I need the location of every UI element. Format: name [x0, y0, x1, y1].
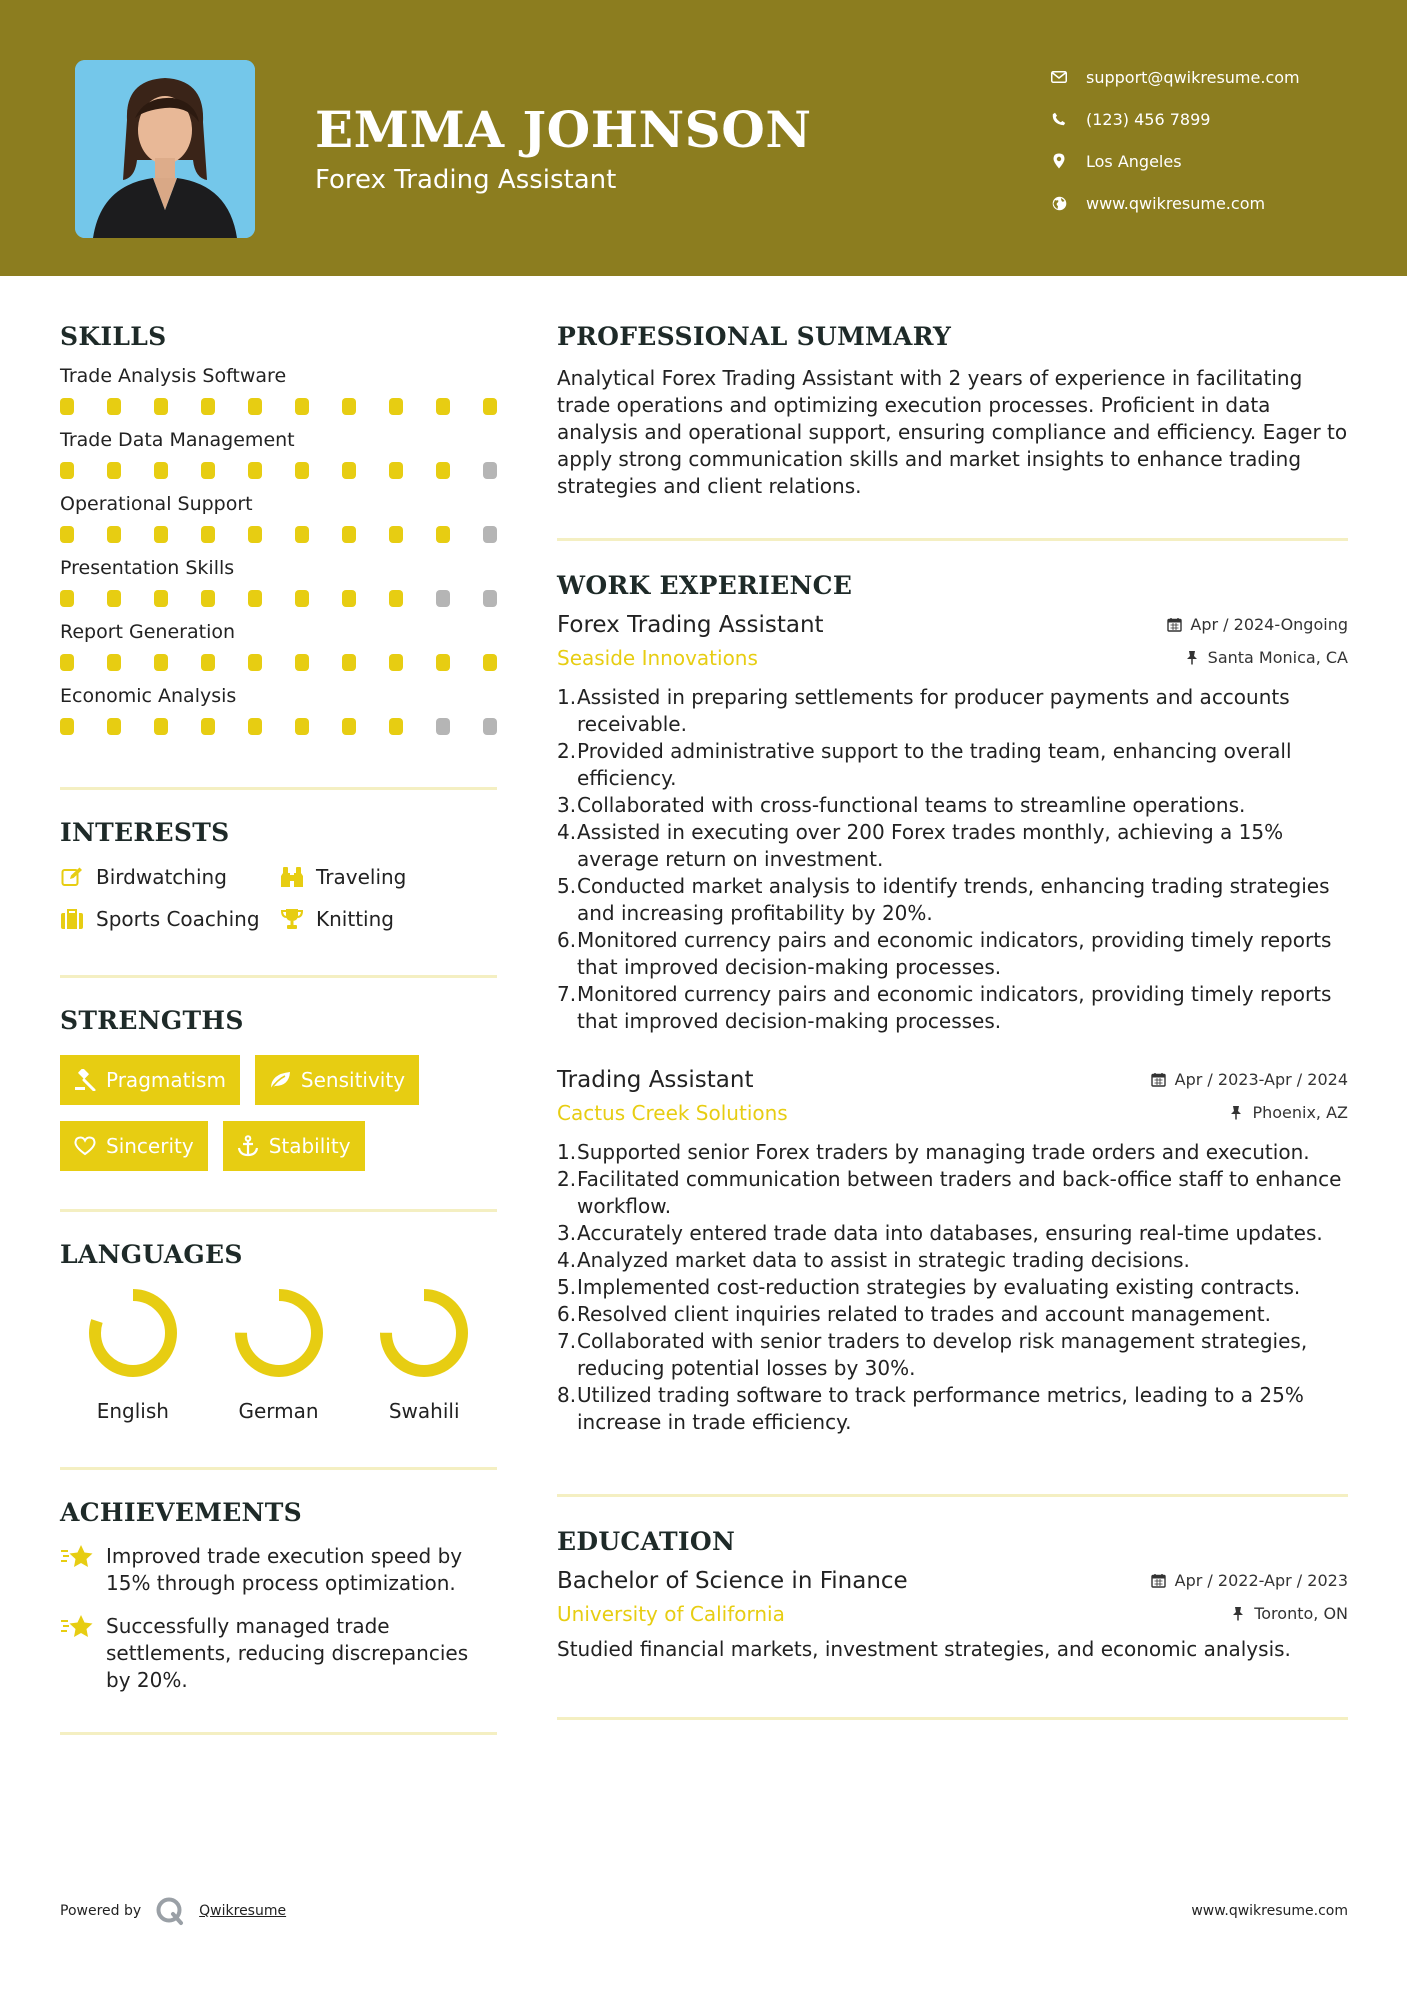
job-bullet — [557, 1328, 1348, 1382]
skill-dot — [389, 590, 403, 607]
job-bullet — [557, 819, 1348, 873]
job-location-text: Phoenix, AZ — [1252, 1103, 1348, 1122]
skill-dot — [107, 398, 121, 415]
profile-photo — [75, 60, 255, 238]
job-subhead — [557, 1101, 1348, 1125]
achievements-section — [60, 1498, 497, 1735]
skill-dot — [154, 398, 168, 415]
person-portrait-icon — [75, 60, 255, 238]
strength-label: Sincerity — [106, 1134, 194, 1158]
skill-dot — [248, 398, 262, 415]
left-column — [60, 322, 497, 1735]
skill-dot — [60, 590, 74, 607]
job-location — [1184, 648, 1348, 667]
trophy-icon — [280, 907, 304, 931]
achievement-item — [60, 1613, 497, 1694]
job-role: Trading Assistant — [557, 1067, 754, 1093]
interest-label: Birdwatching — [96, 865, 227, 889]
interest-item — [60, 865, 280, 889]
education-description: Studied financial markets, investment strategies, and economic analysis. — [557, 1637, 1291, 1661]
skill-dot — [154, 590, 168, 607]
job-entry — [557, 612, 1348, 1035]
bullet-number: 8. — [557, 1383, 577, 1407]
strengths-title: STRENGTHS — [60, 1006, 244, 1035]
languages-section — [60, 1240, 497, 1470]
skill-dot — [342, 718, 356, 735]
contact-email[interactable] — [1050, 56, 1300, 98]
language-label: Swahili — [388, 1399, 460, 1423]
skill-name: Presentation Skills — [60, 557, 235, 579]
calendar-icon — [1151, 1573, 1167, 1589]
interest-label: Sports Coaching — [96, 907, 260, 931]
skill-name: Report Generation — [60, 621, 236, 643]
skill-dot — [248, 718, 262, 735]
qwikresume-logo-icon — [155, 1896, 185, 1926]
bullet-text: Provided administrative support to the trading team, enhancing overall efficiency. — [577, 739, 1292, 790]
bullet-text: Facilitated communication between traders and back-office staff to enhance workflow. — [577, 1167, 1342, 1218]
skills-list — [60, 365, 497, 735]
job-bullets — [557, 1139, 1348, 1436]
skill-dot — [201, 462, 215, 479]
gavel-icon — [74, 1069, 96, 1091]
bullet-text: Resolved client inquiries related to trades and account management. — [577, 1302, 1272, 1326]
bullet-text: Collaborated with senior traders to develop risk management strategies, reducing potential losses by 30%. — [577, 1329, 1308, 1380]
bullet-text: Implemented cost-reduction strategies by evaluating existing contracts. — [577, 1275, 1301, 1299]
job-bullet — [557, 1220, 1348, 1247]
skill-dot — [483, 526, 497, 543]
bullet-text: Conducted market analysis to identify trends, enhancing trading strategies and increasing profitability by 20%. — [577, 874, 1330, 925]
school-name: University of California — [557, 1602, 785, 1626]
skill-dot — [295, 462, 309, 479]
binoculars-icon — [280, 865, 304, 889]
phone-icon — [1050, 110, 1068, 128]
interests-list — [60, 865, 497, 931]
skill-dot — [342, 398, 356, 415]
skill-dot — [201, 526, 215, 543]
map-pin-icon — [1050, 152, 1068, 170]
skill-dot — [60, 462, 74, 479]
skill-name: Operational Support — [60, 493, 253, 515]
skill-rating — [60, 654, 497, 671]
skill-dot — [201, 590, 215, 607]
job-entry — [557, 1067, 1348, 1436]
interests-section — [60, 818, 497, 978]
job-bullets — [557, 684, 1348, 1035]
skill-dot — [295, 526, 309, 543]
job-head — [557, 612, 1348, 638]
page-footer — [60, 1896, 1348, 1926]
section-divider — [557, 1717, 1348, 1720]
skill-dot — [483, 590, 497, 607]
language-gauge-arc — [386, 1295, 462, 1371]
job-bullet — [557, 873, 1348, 927]
contact-website[interactable] — [1050, 182, 1300, 224]
education-dates — [1151, 1571, 1348, 1590]
skill-name: Economic Analysis — [60, 685, 237, 707]
bullet-number: 3. — [557, 793, 577, 817]
bullet-number: 1. — [557, 685, 577, 709]
section-divider — [60, 975, 497, 978]
bullet-text: Monitored currency pairs and economic indicators, providing timely reports that improved decision-making processes. — [577, 928, 1332, 979]
education-title: EDUCATION — [557, 1527, 736, 1556]
anchor-icon — [237, 1135, 259, 1157]
leaf-icon — [269, 1069, 291, 1091]
calendar-icon — [1151, 1072, 1167, 1088]
strength-tag — [60, 1121, 208, 1171]
bullet-number: 7. — [557, 982, 577, 1006]
skill-dot — [389, 654, 403, 671]
job-dates-text: Apr / 2024-Ongoing — [1190, 615, 1348, 634]
skill-dot — [154, 526, 168, 543]
skill-dot — [436, 654, 450, 671]
contact-phone[interactable] — [1050, 98, 1300, 140]
bullet-text: Supported senior Forex traders by managing trade orders and execution. — [577, 1140, 1310, 1164]
bullet-number: 4. — [557, 820, 577, 844]
language-item — [351, 1285, 497, 1423]
powered-by — [60, 1896, 286, 1926]
powered-by-label: Powered by — [60, 1903, 142, 1919]
strength-tag — [255, 1055, 419, 1105]
skill-dot — [295, 718, 309, 735]
bullet-number: 6. — [557, 1302, 577, 1326]
skill-rating — [60, 526, 497, 543]
strength-label: Sensitivity — [300, 1068, 406, 1092]
education-head — [557, 1568, 1348, 1594]
contact-email-text: support@qwikresume.com — [1086, 67, 1300, 87]
language-gauge-arc — [95, 1295, 171, 1371]
interest-item — [60, 907, 280, 931]
contact-location-text: Los Angeles — [1086, 151, 1182, 171]
summary-section — [557, 322, 1348, 541]
pencil-icon — [60, 865, 84, 889]
bullet-text: Assisted in preparing settlements for producer payments and accounts receivable. — [577, 685, 1290, 736]
strength-tag — [60, 1055, 240, 1105]
skill-dot — [107, 462, 121, 479]
language-label: English — [96, 1399, 169, 1423]
job-list — [557, 612, 1348, 1436]
skills-section — [60, 322, 497, 790]
experience-title: WORK EXPERIENCE — [557, 571, 853, 600]
interest-label: Knitting — [316, 907, 394, 931]
languages-list — [60, 1285, 497, 1423]
skill-dot — [436, 462, 450, 479]
interest-label: Traveling — [316, 865, 407, 889]
language-gauge — [376, 1285, 472, 1381]
experience-section — [557, 571, 1348, 1497]
interest-item — [280, 865, 480, 889]
job-role: Forex Trading Assistant — [557, 612, 824, 638]
skill-dot — [483, 398, 497, 415]
skill-dot — [107, 590, 121, 607]
job-bullet — [557, 1382, 1348, 1436]
bullet-number: 1. — [557, 1140, 577, 1164]
bullet-number: 2. — [557, 1167, 577, 1191]
skill-dot — [248, 526, 262, 543]
skill-dot — [201, 654, 215, 671]
skill-dot — [201, 718, 215, 735]
skill-dot — [436, 718, 450, 735]
education-section — [557, 1527, 1348, 1720]
skill-dot — [60, 718, 74, 735]
skill-dot — [60, 398, 74, 415]
language-label: German — [238, 1399, 319, 1423]
bullet-text: Monitored currency pairs and economic indicators, providing timely reports that improved decision-making processes. — [577, 982, 1332, 1033]
languages-title: LANGUAGES — [60, 1240, 243, 1269]
skill-dot — [248, 654, 262, 671]
skill-rating — [60, 718, 497, 735]
skill-dot — [342, 654, 356, 671]
suitcase-icon — [60, 907, 84, 931]
skill-rating — [60, 398, 497, 415]
bullet-number: 5. — [557, 874, 577, 898]
job-bullet — [557, 927, 1348, 981]
job-bullet — [557, 1139, 1348, 1166]
bullet-text: Assisted in executing over 200 Forex trades monthly, achieving a 15% average return on investment. — [577, 820, 1284, 871]
skill-dot — [107, 718, 121, 735]
skill-dot — [342, 590, 356, 607]
star-icon — [60, 1613, 94, 1641]
star-icon — [60, 1543, 94, 1571]
skill-dot — [154, 654, 168, 671]
candidate-title: Forex Trading Assistant — [315, 165, 617, 195]
footer-url[interactable]: www.qwikresume.com — [1191, 1903, 1348, 1919]
job-bullet — [557, 981, 1348, 1035]
skill-dot — [483, 462, 497, 479]
skill-dot — [389, 718, 403, 735]
contact-list — [1050, 56, 1300, 224]
skill-dot — [60, 526, 74, 543]
skill-dot — [248, 462, 262, 479]
strengths-list — [60, 1055, 497, 1171]
skill-dot — [107, 526, 121, 543]
section-divider — [557, 1494, 1348, 1497]
summary-text: Analytical Forex Trading Assistant with 2 years of experience in facilitating trade operations and optimizing execution processes. Proficient in data analysis and operational support, ensuring compliance and efficiency. Eager to apply strong communication skills and market insights to enhance trading strategies and client relations. — [557, 366, 1348, 498]
job-bullet — [557, 1166, 1348, 1220]
skill-dot — [342, 526, 356, 543]
skill-dot — [201, 398, 215, 415]
skill-dot — [107, 654, 121, 671]
section-divider — [557, 538, 1348, 541]
job-bullet — [557, 684, 1348, 738]
skill-dot — [154, 462, 168, 479]
bullet-number: 4. — [557, 1248, 577, 1272]
bullet-number: 5. — [557, 1275, 577, 1299]
pushpin-icon — [1228, 1105, 1244, 1121]
right-column — [557, 322, 1348, 1720]
skill-dot — [436, 526, 450, 543]
strength-label: Stability — [268, 1134, 351, 1158]
bullet-number: 6. — [557, 928, 577, 952]
skill-rating — [60, 590, 497, 607]
job-head — [557, 1067, 1348, 1093]
job-location — [1228, 1103, 1348, 1122]
job-dates-text: Apr / 2023-Apr / 2024 — [1174, 1070, 1348, 1089]
job-dates — [1166, 615, 1348, 634]
contact-website-text: www.qwikresume.com — [1086, 193, 1266, 213]
contact-location — [1050, 140, 1300, 182]
job-dates — [1151, 1070, 1348, 1089]
education-subhead — [557, 1602, 1348, 1626]
language-item — [60, 1285, 206, 1423]
skill-dot — [60, 654, 74, 671]
language-gauge — [231, 1285, 327, 1381]
language-item — [206, 1285, 352, 1423]
heart-icon — [74, 1135, 96, 1157]
skill-dot — [295, 590, 309, 607]
section-divider — [60, 1467, 497, 1470]
company-name: Seaside Innovations — [557, 646, 758, 670]
resume-header — [0, 0, 1407, 276]
skill-dot — [342, 462, 356, 479]
globe-icon — [1050, 194, 1068, 212]
skill-rating — [60, 462, 497, 479]
achievement-text: Successfully managed trade settlements, reducing discrepancies by 20%. — [106, 1614, 469, 1692]
skill-dot — [483, 718, 497, 735]
pushpin-icon — [1184, 650, 1200, 666]
job-bullet — [557, 792, 1348, 819]
interests-title: INTERESTS — [60, 818, 230, 847]
education-location — [1230, 1604, 1348, 1623]
job-bullet — [557, 738, 1348, 792]
job-bullet — [557, 1301, 1348, 1328]
skill-dot — [389, 398, 403, 415]
summary-title: PROFESSIONAL SUMMARY — [557, 322, 952, 351]
skill-dot — [483, 654, 497, 671]
skill-dot — [248, 590, 262, 607]
job-location-text: Santa Monica, CA — [1207, 648, 1348, 667]
skill-dot — [295, 398, 309, 415]
education-dates-text: Apr / 2022-Apr / 2023 — [1174, 1571, 1348, 1590]
strengths-section — [60, 1006, 497, 1212]
skill-dot — [389, 462, 403, 479]
bullet-number: 2. — [557, 739, 577, 763]
strength-label: Pragmatism — [106, 1068, 226, 1092]
candidate-name: EMMA JOHNSON — [315, 100, 812, 159]
language-gauge-arc — [241, 1295, 317, 1371]
skill-dot — [295, 654, 309, 671]
section-divider — [60, 1732, 497, 1735]
job-bullet — [557, 1274, 1348, 1301]
bullet-text: Accurately entered trade data into databases, ensuring real-time updates. — [577, 1221, 1323, 1245]
skill-dot — [436, 398, 450, 415]
skills-title: SKILLS — [60, 322, 167, 351]
bullet-text: Analyzed market data to assist in strategic trading decisions. — [577, 1248, 1190, 1272]
qwikresume-link[interactable]: Qwikresume — [199, 1903, 287, 1919]
bullet-text: Collaborated with cross-functional teams to streamline operations. — [577, 793, 1246, 817]
skill-dot — [389, 526, 403, 543]
job-bullet — [557, 1247, 1348, 1274]
interest-item — [280, 907, 480, 931]
bullet-number: 7. — [557, 1329, 577, 1353]
skill-dot — [436, 590, 450, 607]
company-name: Cactus Creek Solutions — [557, 1101, 788, 1125]
degree-name: Bachelor of Science in Finance — [557, 1568, 908, 1594]
bullet-number: 3. — [557, 1221, 577, 1245]
achievement-text: Improved trade execution speed by 15% through process optimization. — [106, 1544, 463, 1595]
strength-tag — [223, 1121, 365, 1171]
achievements-title: ACHIEVEMENTS — [60, 1498, 302, 1527]
envelope-icon — [1050, 68, 1068, 86]
calendar-icon — [1166, 617, 1182, 633]
job-subhead — [557, 646, 1348, 670]
language-gauge — [85, 1285, 181, 1381]
contact-phone-text: (123) 456 7899 — [1086, 109, 1211, 129]
skill-dot — [154, 718, 168, 735]
section-divider — [60, 787, 497, 790]
bullet-text: Utilized trading software to track performance metrics, leading to a 25% increase in trade efficiency. — [577, 1383, 1304, 1434]
education-location-text: Toronto, ON — [1254, 1604, 1348, 1623]
skill-name: Trade Analysis Software — [60, 365, 287, 387]
skill-name: Trade Data Management — [60, 429, 295, 451]
section-divider — [60, 1209, 497, 1212]
pushpin-icon — [1230, 1606, 1246, 1622]
achievement-item — [60, 1543, 497, 1597]
